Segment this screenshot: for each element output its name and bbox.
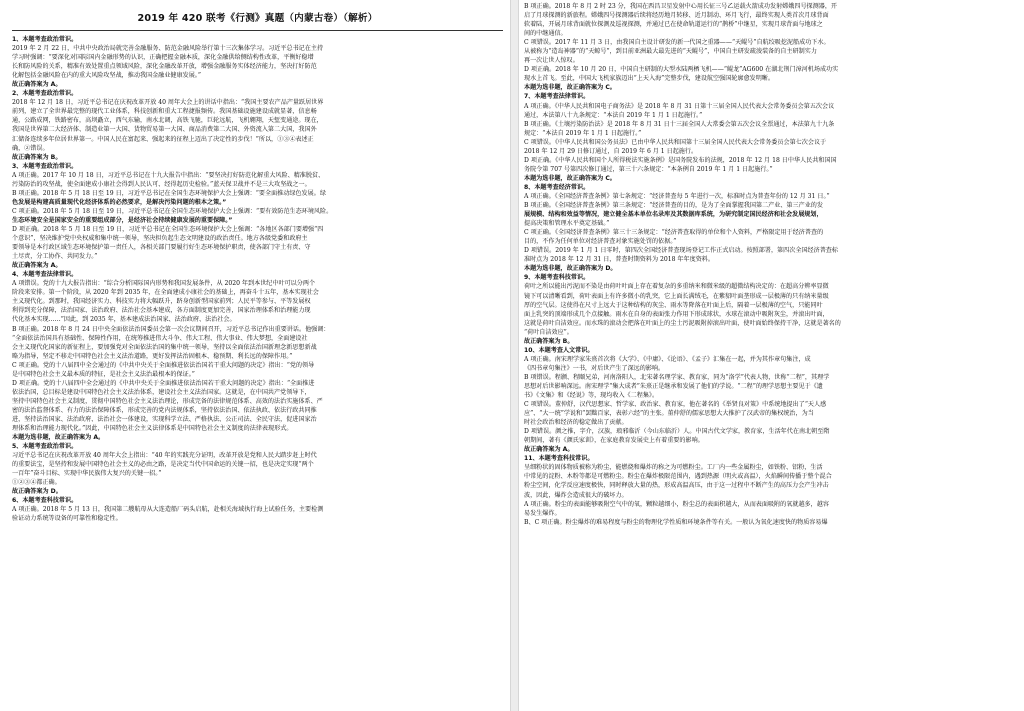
text-line: 厚的空气层。这使得在尺寸上远大于这种结构的灰尘、雨水等降落在叶面上后，隔着一层极薄的空气，只能同叶 (524, 301, 823, 309)
answer-line: 色发展是构建高质量现代化经济体系的必然要求，是解决污染问题的根本之策。” (12, 198, 227, 206)
text-line: B 项错误。程颢、程颐兄弟，河南洛阳人，北宋著名理学家、教育家，同为“洛学”代表人物，世称“二程”，其理学 (524, 373, 830, 381)
text-line: 面上乳突的顶端形成几个点接触。雨水在自身的表面张力作用下形成球状，水球在滚动中吸附灰尘，并滚出叶面， (524, 310, 829, 318)
text-line: 再一次让世人惊叹。 (524, 57, 579, 65)
text-line: 间的中继通信。 (524, 30, 567, 38)
answer-line: 6、本题考查科技常识。 (12, 497, 78, 505)
text-line: A 项正确。南宋理学家朱熹首次将《大学》、《中庸》、《论语》、《孟子》汇集在一起，并为其作章句集注，成 (524, 355, 811, 363)
text-line: 规定：“本法自 2019 年 1 月 1 日起施行。” (524, 129, 642, 137)
text-line: 略为指导，坚定不移走中国特色社会主义法治道路，更好发挥法治固根本、稳预期、利长远的保障作用。” (12, 352, 293, 360)
text-line: 坚持中国特色社会主义制度，贯彻中国特色社会主义法治理论，形成完备的法律规范体系、高效的法治实施体系、严 (12, 397, 323, 405)
text-line: 呈细粉状的固体物质被称为粉尘，能燃烧和爆炸的称之为可燃粉尘。工厂内一些金属粉尘，如铁粉、铝粉，生活 (524, 464, 823, 472)
text-line: B、C 项正确。粉尘爆炸的难易程度与粉尘的物理化学性质和环境条件等有关。一般认为氧化速度快的物质容易爆 (524, 518, 828, 526)
text-line: 2018 年 12 月 29 日修订通过，自 2019 年 6 月 1 日起施行。 (524, 147, 698, 155)
text-line: C 项正确。《全国经济普查条例》第三十三条规定：“经济普查取得的单位和个人资料，严格限定用于经济普查的 (524, 229, 824, 237)
text-line: “全面依法治国具有基础性、保障性作用，在统筹推进伟大斗争、伟大工程、伟大事业、伟大梦想，全面建设社 (12, 334, 308, 342)
text-line: 习近平总书记在庆祝改革开放 40 周年大会上指出：“40 年的实践充分证明，改革开放是党和人民大踏步赶上时代 (12, 452, 317, 460)
text-line: 朝期间，著有《颜氏家训》，在家庭教育发展史上有着重要的影响。 (524, 437, 704, 445)
answer-line: 本题为选非题，故正确答案为 A。 (12, 434, 105, 442)
text-line: 阶段来安排。第一个阶段，从 2020 年到 2035 年，在全面建成小康社会的基础上，再奋斗十五年，基本实现社会 (12, 289, 319, 297)
text-line: 2019 年 2 月 22 日，中共中央政治局就完善金融服务、防范金融风险举行第十三次集体学习。习近平总书记在主持 (12, 45, 324, 53)
text-line: A 项正确。《中华人民共和国电子商务法》是 2018 年 8 月 31 日第十三届全国人民代表大会常务委员会第五次会议 (524, 102, 835, 110)
text-line: 学习时强调：“要深化对国际国内金融形势的认识，正确把握金融本质，深化金融供给侧结构性改革，平衡好稳增 (12, 54, 314, 62)
text-line: A 项正确。2017 年 10 月 18 日，习近平总书记在十九大报告中指出：“要坚决打好防范化解重大风险、精准脱贫、 (12, 171, 325, 179)
text-line: 污染防治的攻坚战，使全面建成小康社会得到人民认可、经得起历史检验。”蓝天保卫战并不是三大攻坚战之一。 (12, 180, 311, 188)
page-left (6, 0, 509, 711)
text-line: 是中国特色社会主义最本质的特征，是社会主义法治最根本的保证。” (12, 370, 195, 378)
text-line: 我国是世界第二大经济体、制造业第一大国、货物贸易第一大国、商品消费第二大国、外资流入第二大国，我国外 (12, 126, 317, 134)
answer-line: 4、本题考查法律常识。 (12, 271, 78, 279)
text-line: C 项错误。董仲舒，汉代思想家、哲学家、政治家、教育家，他在著名的《举贤良对策》中系统地提出了“天人感 (524, 401, 827, 409)
text-line: C 项正确。党的十八届四中全会通过的《中共中央关于全面推进依法治国若干重大问题的决定》指出：“党的领导 (12, 361, 315, 369)
text-line: 化解包括金融风险在内的重大风险攻坚战，推动我国金融业健康发展。” (12, 72, 201, 80)
text-line: 的重要法宝，是坚持和发展中国特色社会主义的必由之路，是决定当代中国命运的关键一招，也是决定实现“两个 (12, 461, 314, 469)
text-line: 提高决策和管理水平奠定基础。” (524, 220, 610, 228)
text-line: 目的，不作为任何单位对经济普查对象实施处罚的依据。” (524, 238, 677, 246)
answer-line: 3、本题考查政治常识。 (12, 162, 78, 170)
text-line: B 项正确。2018 年 8 月 24 日中央全面依法治国委员会第一次会议期间召开，习近平总书记作出重要讲话。他强调： (12, 325, 330, 333)
text-line: 波，因此，爆炸会造成很大的破坏力。 (524, 491, 628, 499)
text-line: C 项正确。2018 年 5 月 18 日至 19 日，习近平总书记在全国生态环境保护大会上强调：“要有效防范生态环境风险。 (12, 207, 333, 215)
text-line: 要领导是本行政区域生态环境保护第一责任人，各相关部门要履行好生态环境保护职责，使各部门守土有责、守 (12, 244, 311, 252)
text-line: C 项错误。2017 年 11 月 3 日，由我国自主设计研发的新一代国之重器——“天鲲号”自航绞吸挖泥船成功下水。 (524, 39, 830, 47)
text-line: 从被称为“造岛神器”的“天鲸号”，到目前亚洲最大最先进的“天鲲号”，中国自主研发疏浚装备的自主研制实力 (524, 48, 817, 56)
right-page-body (524, 2, 1012, 527)
answer-line: 10、本题考查人文常识。 (524, 346, 594, 354)
text-line: 务院令第 707 号第四次修订通过，第三十六条规定：“本条例自 2019 年 1 月 1 日起施行。” (524, 165, 773, 173)
text-line: 易发生爆炸。 (524, 509, 561, 517)
answer-line: 故正确答案为 B。 (12, 153, 62, 161)
answer-line: 1、本题考查政治常识。 (12, 36, 78, 43)
text-line: D 项正确。2018 年 10 月 20 日，中国自主研制的大型水陆两栖飞机——“鲲龙”AG600 在湖北荆门漳河机场成功实 (524, 66, 839, 74)
answer-line: 故正确答案为 A。 (524, 446, 574, 454)
text-line: 现水上首飞。至此，中国大飞机家族迈出“上天入海”完整步伐，建设航空强国轮廓愈发明晰。 (524, 75, 774, 83)
answer-line: 生态环境安全是国家安全的重要组成部分，是经济社会持续健康发展的重要保障。” (12, 216, 233, 224)
text-line: B 项正确。《土壤污染防治法》是 2018 年 8 月 31 日十三届全国人大常委会第五次会议全票通过，本法第九十九条 (524, 120, 835, 128)
text-line: D 项错误。2019 年 1 月 1 日零时，第四次全国经济普查现场登记工作正式启动。按照部署，第四次全国经济普查标 (524, 247, 838, 255)
text-line: B 项正确。2018 年 5 月 18 日至 19 日，习近平总书记在全国生态环境保护大会上强调：“要全面推动绿色发展。绿 (12, 189, 326, 197)
answer-line: 8、本题考查经济常识。 (524, 183, 590, 191)
text-line: 会主义现代化国家的新征程上，要加强党对全面依法治国的集中统一领导，坚持以全面依法治国新理念新思想新战 (12, 343, 317, 351)
text-line: 依法治国，总目标是建设中国特色社会主义法治体系，建设社会主义法治国家。这就是，在中国共产党领导下， (12, 388, 311, 396)
answer-line: 故正确答案为 D。 (12, 488, 62, 496)
text-line: 主义现代化。到那时，我国经济实力、科技实力将大幅跃升，跻身创新型国家前列；人民平等参与、平等发展权 (12, 298, 311, 306)
text-line: 中常见的淀粉、木粉等都是可燃粉尘。粉尘在爆炸极限范围内，遇到热源（明火或高温），火焰瞬间传播于整个混合 (524, 473, 832, 481)
text-line: 应”、“大一统”学说和“罢黜百家，表彰六经”的主张。董仲舒的儒家思想大大推护了汉武帝的集权统治，为当 (524, 410, 814, 418)
answer-line: 7、本题考查法律常识。 (524, 93, 590, 101)
text-line: A 项正确。粉尘的表面能够吸附空气中的氧，颗粒越细小，粉尘总的表面积越大，从而表面吸附的氧就越多，越容 (524, 500, 829, 508)
text-line: 书》《文集》和《经说》等，现均收入《二程集》。 (524, 392, 659, 400)
text-line: 这就是荷叶自洁效应。而水珠的滚动会把落在叶面上的尘土污泥吸附掉滚出叶面，使叶面始终保持干净，这就是著名的 (524, 319, 841, 327)
answer-line: 2、本题考查政治常识。 (12, 90, 78, 98)
text-line: 土尽责，分工协作、共同发力。” (12, 253, 98, 261)
text-line: A 项正确。《全国经济普查条例》第七条规定：“经济普查每 5 年进行一次，标准时点为普查年份的 12 月 31 日。” (524, 192, 830, 200)
text-line: 通，公路成网，铁路密布，高坝矗立，西气东输，南水北调，高铁飞驰，巨轮远航，飞机翱翔，天堑变通途。现在， (12, 117, 323, 125)
text-line: 代化基本实现……”因此，到 2035 年，基本建成法治国家、法治政府、法治社会。 (12, 316, 236, 324)
text-line: 确，②错误。 (12, 144, 49, 152)
page-title: 2019 年 420 联考《行测》真题（内蒙古卷）（解析） (137, 13, 378, 24)
answer-line: 本题为选非题，故正确答案为 D。 (524, 265, 617, 273)
text-line: 前列，建立了全世界最完整的现代工业体系，科技创新和重大工程捷报频传。我国基础设施建设成就显著，信息畅 (12, 108, 317, 116)
text-line: 准时点为 2018 年 12 月 31 日，普查时期资料为 2018 年年度资料。 (524, 256, 714, 264)
text-line: 启了月球探测的新旅程。嫦娥四号探测器后续将经历地月转移、近月制动、环月飞行，最终实现人类首次月球背面 (524, 12, 829, 20)
text-line: 进，坚持法治国家、法治政府、法治社会一体建设，实现科学立法、严格执法、公正司法、全民守法，促进国家治 (12, 415, 317, 423)
text-line: 通过，本法第八十九条规定：“本法自 2019 年 1 月 1 日起施行。” (524, 111, 703, 119)
text-line: B 项正确。《全国经济普查条例》第三条规定：“经济普查的目的，是为了全面掌握我国第二产业、第三产业的发 (524, 202, 823, 210)
text-line: D 项正确。党的十八届四中全会通过的《中共中央关于全面推进依法治国若干重大问题的决定》指出：“全面推进 (12, 379, 315, 387)
text-line: D 项错误。颜之推，字介，汉族，琅邪临沂（今山东临沂）人。中国古代文学家，教育家，生活年代在南北朝至隋 (524, 428, 830, 436)
text-line: 一百年”奋斗目标、实现中华民族伟大复兴的关键一招。” (12, 470, 162, 478)
text-line: 荷叶之所以能出污泥而不染是由荷叶叶面上存在着复杂的多重纳米和微米级的超微结构决定的：在超高分辨率显微 (524, 283, 829, 291)
text-line: 利得到充分保障，法治国家、法治政府、法治社会基本建成，各方面制度更加完善，国家治理体系和治理能力现 (12, 307, 311, 315)
text-line: “荷叶自洁效应”。 (524, 328, 573, 336)
text-line: B 项正确。2018 年 8 月 2 时 23 分，我国在西昌卫星发射中心用长征三号乙运载火箭成功发射嫦娥四号探测器，开 (524, 3, 838, 10)
text-line: D 项正确。2018 年 5 月 18 日至 19 日，习近平总书记在全国生态环境保护大会上强调：“各地区各部门要增强“四 (12, 225, 324, 233)
text-line: 个意识”，坚决维护党中央权威和集中统一领导，坚决担负起生态文明建设的政治责任。地方各级党委和政府主 (12, 235, 308, 243)
left-page-body (12, 35, 503, 524)
answer-line: 本题为选非题，故正确答案为 C。 (524, 174, 616, 182)
answer-line: 故正确答案为 A。 (12, 262, 62, 270)
text-line: 长和防风险的关系，精准有效处置重点领域风险，深化金融改革开放，增强金融服务实体经济能力，坚决打好防范 (12, 63, 317, 71)
answer-line: 展规模、结构和效益等情况，建立健全基本单位名录库及其数据库系统，为研究制定国民经济和社会发展规划， (524, 211, 823, 219)
text-line: 镜下可以清晰看到，荷叶表面上有许多微小的乳突，它上面长满绒毛，在紫貂叶面垄形成一层极薄的只有纳米量级 (524, 292, 829, 300)
text-line: 验证动力系统等设备的可靠性和稳定性。 (12, 515, 122, 523)
answer-line: 9、本题考查科技常识。 (524, 274, 590, 282)
text-line: 密的法治监督体系、有力的法治保障体系，形成完善的党内法规体系，坚持依法治国、依法执政、依法行政共同推 (12, 406, 317, 414)
answer-line: 本题为选非题，故正确答案为 C。 (524, 84, 616, 92)
text-line: C 项错误。《中华人民共和国公务员法》已由中华人民共和国第十三届全国人民代表大会常务委员会第七次会议于 (524, 138, 827, 146)
page-right (518, 0, 1018, 711)
text-line: 软着陆，开展月球背面就位探测及巡视探测，并通过已在使命轨道运行的“鹊桥”中继星，实现月球背面与地球之 (524, 21, 823, 29)
text-line: 粉尘空间，化学反应速度极快，同时释放大量的热，形成高温高压，由于这一过程中不断产生的高压力会产生冲击 (524, 482, 829, 490)
answer-line: 故正确答案为 A。 (12, 81, 62, 89)
answer-line: 故正确答案为 B。 (524, 337, 574, 345)
text-line: A 项错误。党的十九大报告指出：“综合分析国际国内形势和我国发展条件，从 2020 年到本世纪中叶可以分两个 (12, 280, 316, 288)
answer-line: 11、本题考查科技常识。 (524, 455, 594, 463)
text-line: 理体系和治理能力现代化。”因此，中国特色社会主义法律体系是中国特色社会主义制度的法律表现形式。 (12, 425, 293, 433)
text-line: 思想对后世影响深远。南宋理学“集大成者”朱熹正是继承和发展了他们的学说。“二程”的理学思想主要见于《遗 (524, 382, 823, 390)
text-line: 2018 年 12 月 18 日，习近平总书记在庆祝改革开放 40 周年大会上的讲话中指出：“我国主要农产品产量跃居世界 (12, 99, 324, 107)
text-line: ①②③④都正确。 (12, 479, 61, 487)
text-line: D 项正确。《中华人民共和国个人所得税法实施条例》是国务院发布的法规，2018 年 12 月 18 日中华人民共和国国 (524, 156, 837, 164)
title-divider (12, 30, 503, 31)
text-line: A 项正确。2018 年 5 月 13 日，我国第二艘航母从大连造船厂码头启航，赴相关海域执行海上试验任务，主要检测 (12, 506, 324, 514)
text-line: 《四书章句集注》一书，对后世产生了深远的影响。 (524, 364, 665, 372)
text-line: 时社会政治和经济的稳定做出了贡献。 (524, 419, 628, 427)
answer-line: 5、本题考查政治常识。 (12, 443, 78, 451)
text-line: 汇储备连续多年位居世界第一。中国人民在富起来、强起来的征程上迈出了决定性的步伐！”所以，①③④表述正 (12, 135, 314, 143)
